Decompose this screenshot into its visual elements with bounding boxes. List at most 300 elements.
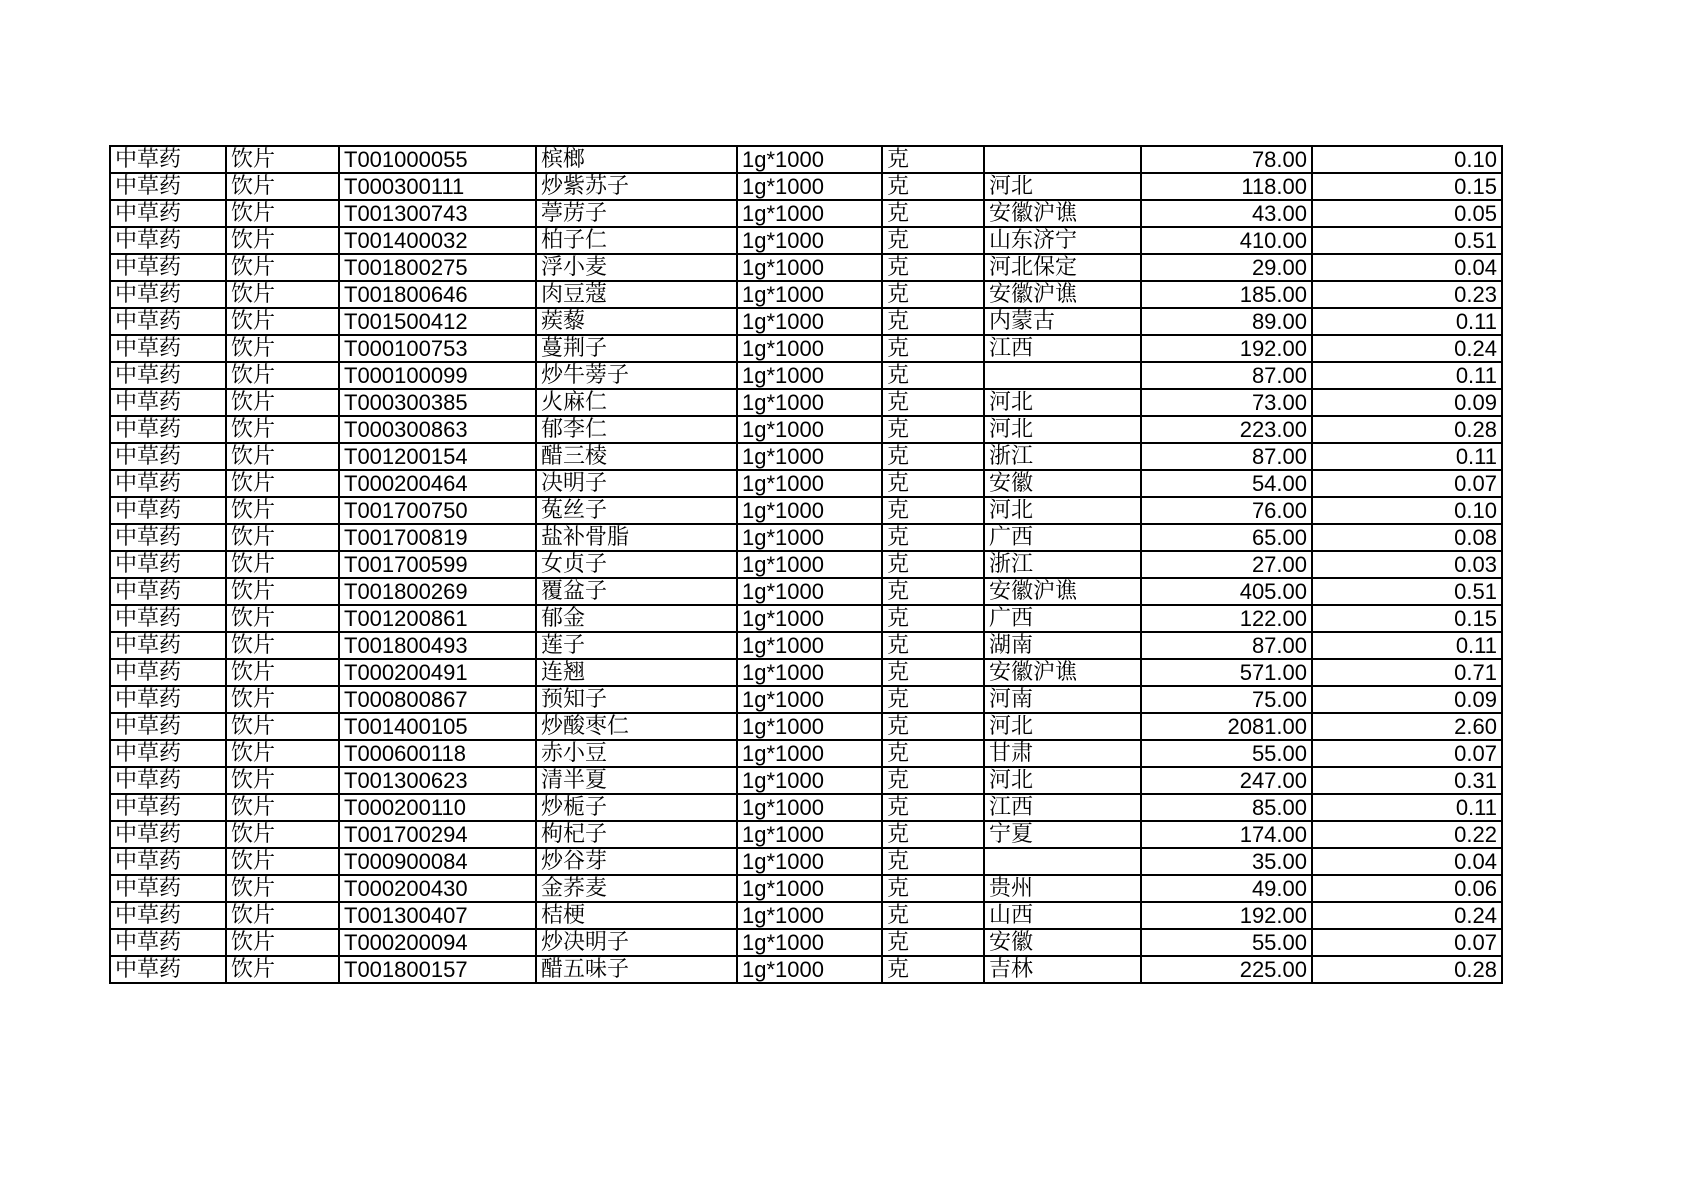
category-cell: 中草药 (110, 146, 226, 173)
name-cell: 蒺藜 (536, 308, 737, 335)
origin-cell: 安徽沪谯 (984, 200, 1141, 227)
code-cell: T001300743 (339, 200, 536, 227)
name-cell: 金荞麦 (536, 875, 737, 902)
code-cell: T001700819 (339, 524, 536, 551)
table-row (110, 767, 1502, 794)
type-cell: 饮片 (226, 632, 339, 659)
spec-cell: 1g*1000 (737, 146, 882, 173)
origin-cell: 河北 (984, 767, 1141, 794)
origin-cell: 安徽沪谯 (984, 659, 1141, 686)
category-cell: 中草药 (110, 578, 226, 605)
code-cell: T001200861 (339, 605, 536, 632)
name-cell: 炒酸枣仁 (536, 713, 737, 740)
origin-cell (984, 146, 1141, 173)
name-cell: 浮小麦 (536, 254, 737, 281)
code-cell: T000300863 (339, 416, 536, 443)
table-row (110, 524, 1502, 551)
type-cell: 饮片 (226, 335, 339, 362)
unit-cell: 克 (882, 200, 984, 227)
name-cell: 枸杞子 (536, 821, 737, 848)
table-row (110, 929, 1502, 956)
code-cell: T000100753 (339, 335, 536, 362)
name-cell: 赤小豆 (536, 740, 737, 767)
origin-cell: 浙江 (984, 551, 1141, 578)
price-cell: 73.00 (1141, 389, 1312, 416)
name-cell: 清半夏 (536, 767, 737, 794)
name-cell: 郁金 (536, 605, 737, 632)
category-cell: 中草药 (110, 956, 226, 983)
unit-cell: 克 (882, 605, 984, 632)
name-cell: 醋五味子 (536, 956, 737, 983)
type-cell: 饮片 (226, 821, 339, 848)
unit-cell: 克 (882, 848, 984, 875)
category-cell: 中草药 (110, 335, 226, 362)
price-cell: 192.00 (1141, 335, 1312, 362)
price-cell: 87.00 (1141, 632, 1312, 659)
name-cell: 盐补骨脂 (536, 524, 737, 551)
unit-cell: 克 (882, 659, 984, 686)
unit-price-cell: 0.08 (1312, 524, 1502, 551)
unit-price-cell: 0.11 (1312, 362, 1502, 389)
origin-cell: 安徽 (984, 470, 1141, 497)
table-row (110, 686, 1502, 713)
table-row (110, 335, 1502, 362)
table-body (110, 146, 1502, 983)
spec-cell: 1g*1000 (737, 767, 882, 794)
price-cell: 410.00 (1141, 227, 1312, 254)
table-row (110, 551, 1502, 578)
unit-price-cell: 0.07 (1312, 929, 1502, 956)
unit-price-cell: 0.24 (1312, 335, 1502, 362)
unit-price-cell: 0.28 (1312, 416, 1502, 443)
spec-cell: 1g*1000 (737, 497, 882, 524)
price-cell: 247.00 (1141, 767, 1312, 794)
unit-cell: 克 (882, 578, 984, 605)
spec-cell: 1g*1000 (737, 173, 882, 200)
type-cell: 饮片 (226, 767, 339, 794)
unit-price-cell: 0.07 (1312, 740, 1502, 767)
unit-cell: 克 (882, 281, 984, 308)
unit-cell: 克 (882, 794, 984, 821)
unit-price-cell: 0.10 (1312, 146, 1502, 173)
name-cell: 菟丝子 (536, 497, 737, 524)
origin-cell: 河北 (984, 389, 1141, 416)
code-cell: T001700294 (339, 821, 536, 848)
unit-price-cell: 0.11 (1312, 308, 1502, 335)
unit-price-cell: 0.04 (1312, 848, 1502, 875)
price-cell: 223.00 (1141, 416, 1312, 443)
origin-cell: 安徽沪谯 (984, 578, 1141, 605)
code-cell: T000200430 (339, 875, 536, 902)
type-cell: 饮片 (226, 389, 339, 416)
price-cell: 571.00 (1141, 659, 1312, 686)
code-cell: T001400032 (339, 227, 536, 254)
spec-cell: 1g*1000 (737, 902, 882, 929)
price-cell: 87.00 (1141, 443, 1312, 470)
category-cell: 中草药 (110, 632, 226, 659)
price-cell: 55.00 (1141, 929, 1312, 956)
price-cell: 55.00 (1141, 740, 1312, 767)
spec-cell: 1g*1000 (737, 416, 882, 443)
name-cell: 炒决明子 (536, 929, 737, 956)
spec-cell: 1g*1000 (737, 632, 882, 659)
price-cell: 65.00 (1141, 524, 1312, 551)
origin-cell: 甘肃 (984, 740, 1141, 767)
price-cell: 76.00 (1141, 497, 1312, 524)
name-cell: 桔梗 (536, 902, 737, 929)
price-cell: 35.00 (1141, 848, 1312, 875)
spec-cell: 1g*1000 (737, 605, 882, 632)
code-cell: T001800275 (339, 254, 536, 281)
type-cell: 饮片 (226, 200, 339, 227)
price-cell: 405.00 (1141, 578, 1312, 605)
table-row (110, 632, 1502, 659)
type-cell: 饮片 (226, 227, 339, 254)
category-cell: 中草药 (110, 389, 226, 416)
unit-cell: 克 (882, 767, 984, 794)
unit-cell: 克 (882, 713, 984, 740)
code-cell: T001000055 (339, 146, 536, 173)
spec-cell: 1g*1000 (737, 470, 882, 497)
table-row (110, 794, 1502, 821)
spec-cell: 1g*1000 (737, 524, 882, 551)
type-cell: 饮片 (226, 848, 339, 875)
name-cell: 女贞子 (536, 551, 737, 578)
table-row (110, 902, 1502, 929)
origin-cell: 内蒙古 (984, 308, 1141, 335)
table-row (110, 281, 1502, 308)
code-cell: T001800157 (339, 956, 536, 983)
type-cell: 饮片 (226, 551, 339, 578)
table-row (110, 443, 1502, 470)
code-cell: T000300385 (339, 389, 536, 416)
code-cell: T000800867 (339, 686, 536, 713)
name-cell: 决明子 (536, 470, 737, 497)
table-row (110, 227, 1502, 254)
table-row (110, 308, 1502, 335)
price-cell: 185.00 (1141, 281, 1312, 308)
type-cell: 饮片 (226, 146, 339, 173)
type-cell: 饮片 (226, 281, 339, 308)
price-cell: 43.00 (1141, 200, 1312, 227)
price-cell: 87.00 (1141, 362, 1312, 389)
name-cell: 覆盆子 (536, 578, 737, 605)
table-row (110, 416, 1502, 443)
table-row (110, 740, 1502, 767)
spec-cell: 1g*1000 (737, 821, 882, 848)
code-cell: T000600118 (339, 740, 536, 767)
spec-cell: 1g*1000 (737, 956, 882, 983)
type-cell: 饮片 (226, 713, 339, 740)
origin-cell: 山东济宁 (984, 227, 1141, 254)
spec-cell: 1g*1000 (737, 794, 882, 821)
price-cell: 122.00 (1141, 605, 1312, 632)
unit-cell: 克 (882, 362, 984, 389)
spec-cell: 1g*1000 (737, 200, 882, 227)
type-cell: 饮片 (226, 254, 339, 281)
code-cell: T000300111 (339, 173, 536, 200)
unit-cell: 克 (882, 902, 984, 929)
unit-price-cell: 0.09 (1312, 686, 1502, 713)
unit-cell: 克 (882, 254, 984, 281)
unit-cell: 克 (882, 227, 984, 254)
category-cell: 中草药 (110, 794, 226, 821)
category-cell: 中草药 (110, 416, 226, 443)
name-cell: 莲子 (536, 632, 737, 659)
unit-cell: 克 (882, 146, 984, 173)
unit-cell: 克 (882, 470, 984, 497)
type-cell: 饮片 (226, 956, 339, 983)
table-row (110, 470, 1502, 497)
unit-cell: 克 (882, 389, 984, 416)
table-row (110, 497, 1502, 524)
unit-price-cell: 0.11 (1312, 443, 1502, 470)
unit-cell: 克 (882, 416, 984, 443)
type-cell: 饮片 (226, 362, 339, 389)
origin-cell: 贵州 (984, 875, 1141, 902)
unit-cell: 克 (882, 551, 984, 578)
code-cell: T001400105 (339, 713, 536, 740)
code-cell: T000200094 (339, 929, 536, 956)
name-cell: 肉豆蔻 (536, 281, 737, 308)
name-cell: 柏子仁 (536, 227, 737, 254)
origin-cell: 江西 (984, 794, 1141, 821)
type-cell: 饮片 (226, 578, 339, 605)
unit-price-cell: 0.51 (1312, 227, 1502, 254)
herb-price-table (109, 145, 1503, 984)
category-cell: 中草药 (110, 767, 226, 794)
name-cell: 连翘 (536, 659, 737, 686)
price-cell: 78.00 (1141, 146, 1312, 173)
unit-cell: 克 (882, 308, 984, 335)
spec-cell: 1g*1000 (737, 875, 882, 902)
unit-cell: 克 (882, 443, 984, 470)
code-cell: T001700599 (339, 551, 536, 578)
category-cell: 中草药 (110, 173, 226, 200)
unit-cell: 克 (882, 335, 984, 362)
table-row (110, 821, 1502, 848)
unit-price-cell: 0.04 (1312, 254, 1502, 281)
code-cell: T000200464 (339, 470, 536, 497)
origin-cell: 河北 (984, 713, 1141, 740)
price-cell: 29.00 (1141, 254, 1312, 281)
price-cell: 89.00 (1141, 308, 1312, 335)
category-cell: 中草药 (110, 308, 226, 335)
type-cell: 饮片 (226, 470, 339, 497)
table-row (110, 956, 1502, 983)
unit-cell: 克 (882, 632, 984, 659)
type-cell: 饮片 (226, 443, 339, 470)
spec-cell: 1g*1000 (737, 740, 882, 767)
code-cell: T000900084 (339, 848, 536, 875)
origin-cell: 宁夏 (984, 821, 1141, 848)
code-cell: T001800269 (339, 578, 536, 605)
unit-cell: 克 (882, 929, 984, 956)
category-cell: 中草药 (110, 551, 226, 578)
category-cell: 中草药 (110, 362, 226, 389)
unit-price-cell: 0.07 (1312, 470, 1502, 497)
name-cell: 炒栀子 (536, 794, 737, 821)
table-row (110, 659, 1502, 686)
code-cell: T000200110 (339, 794, 536, 821)
category-cell: 中草药 (110, 497, 226, 524)
code-cell: T001300623 (339, 767, 536, 794)
code-cell: T001800646 (339, 281, 536, 308)
spec-cell: 1g*1000 (737, 551, 882, 578)
table-row (110, 254, 1502, 281)
table-row (110, 875, 1502, 902)
name-cell: 醋三棱 (536, 443, 737, 470)
origin-cell (984, 848, 1141, 875)
category-cell: 中草药 (110, 686, 226, 713)
unit-price-cell: 0.09 (1312, 389, 1502, 416)
code-cell: T000100099 (339, 362, 536, 389)
spec-cell: 1g*1000 (737, 686, 882, 713)
origin-cell: 浙江 (984, 443, 1141, 470)
name-cell: 炒牛蒡子 (536, 362, 737, 389)
unit-cell: 克 (882, 821, 984, 848)
origin-cell: 安徽沪谯 (984, 281, 1141, 308)
table-row (110, 578, 1502, 605)
category-cell: 中草药 (110, 227, 226, 254)
code-cell: T001800493 (339, 632, 536, 659)
unit-cell: 克 (882, 740, 984, 767)
unit-price-cell: 0.28 (1312, 956, 1502, 983)
category-cell: 中草药 (110, 902, 226, 929)
type-cell: 饮片 (226, 794, 339, 821)
origin-cell: 河北 (984, 173, 1141, 200)
type-cell: 饮片 (226, 308, 339, 335)
name-cell: 蔓荆子 (536, 335, 737, 362)
category-cell: 中草药 (110, 740, 226, 767)
name-cell: 火麻仁 (536, 389, 737, 416)
price-cell: 27.00 (1141, 551, 1312, 578)
unit-cell: 克 (882, 524, 984, 551)
table-row (110, 389, 1502, 416)
price-cell: 75.00 (1141, 686, 1312, 713)
origin-cell: 安徽 (984, 929, 1141, 956)
unit-price-cell: 0.15 (1312, 173, 1502, 200)
category-cell: 中草药 (110, 713, 226, 740)
spec-cell: 1g*1000 (737, 713, 882, 740)
origin-cell: 湖南 (984, 632, 1141, 659)
unit-price-cell: 0.11 (1312, 794, 1502, 821)
category-cell: 中草药 (110, 605, 226, 632)
unit-cell: 克 (882, 875, 984, 902)
category-cell: 中草药 (110, 254, 226, 281)
unit-price-cell: 0.24 (1312, 902, 1502, 929)
price-cell: 225.00 (1141, 956, 1312, 983)
table-row (110, 713, 1502, 740)
unit-price-cell: 0.71 (1312, 659, 1502, 686)
origin-cell: 广西 (984, 524, 1141, 551)
unit-price-cell: 0.10 (1312, 497, 1502, 524)
origin-cell: 广西 (984, 605, 1141, 632)
origin-cell (984, 362, 1141, 389)
unit-price-cell: 0.03 (1312, 551, 1502, 578)
type-cell: 饮片 (226, 929, 339, 956)
spec-cell: 1g*1000 (737, 929, 882, 956)
category-cell: 中草药 (110, 443, 226, 470)
spec-cell: 1g*1000 (737, 308, 882, 335)
unit-price-cell: 0.51 (1312, 578, 1502, 605)
category-cell: 中草药 (110, 524, 226, 551)
name-cell: 炒谷芽 (536, 848, 737, 875)
category-cell: 中草药 (110, 470, 226, 497)
name-cell: 葶苈子 (536, 200, 737, 227)
unit-price-cell: 0.05 (1312, 200, 1502, 227)
unit-price-cell: 0.23 (1312, 281, 1502, 308)
table-row (110, 146, 1502, 173)
table-row (110, 605, 1502, 632)
origin-cell: 河北 (984, 416, 1141, 443)
unit-price-cell: 2.60 (1312, 713, 1502, 740)
origin-cell: 江西 (984, 335, 1141, 362)
origin-cell: 吉林 (984, 956, 1141, 983)
type-cell: 饮片 (226, 524, 339, 551)
category-cell: 中草药 (110, 929, 226, 956)
code-cell: T001500412 (339, 308, 536, 335)
price-cell: 118.00 (1141, 173, 1312, 200)
name-cell: 预知子 (536, 686, 737, 713)
type-cell: 饮片 (226, 659, 339, 686)
unit-price-cell: 0.31 (1312, 767, 1502, 794)
table-row (110, 200, 1502, 227)
unit-price-cell: 0.11 (1312, 632, 1502, 659)
table-row (110, 362, 1502, 389)
spec-cell: 1g*1000 (737, 659, 882, 686)
price-cell: 49.00 (1141, 875, 1312, 902)
table-row (110, 173, 1502, 200)
price-cell: 2081.00 (1141, 713, 1312, 740)
spec-cell: 1g*1000 (737, 848, 882, 875)
type-cell: 饮片 (226, 605, 339, 632)
code-cell: T001300407 (339, 902, 536, 929)
type-cell: 饮片 (226, 497, 339, 524)
code-cell: T001700750 (339, 497, 536, 524)
name-cell: 炒紫苏子 (536, 173, 737, 200)
name-cell: 槟榔 (536, 146, 737, 173)
price-cell: 192.00 (1141, 902, 1312, 929)
unit-cell: 克 (882, 173, 984, 200)
price-cell: 174.00 (1141, 821, 1312, 848)
origin-cell: 河北 (984, 497, 1141, 524)
price-cell: 54.00 (1141, 470, 1312, 497)
unit-price-cell: 0.22 (1312, 821, 1502, 848)
category-cell: 中草药 (110, 821, 226, 848)
category-cell: 中草药 (110, 281, 226, 308)
name-cell: 郁李仁 (536, 416, 737, 443)
unit-price-cell: 0.06 (1312, 875, 1502, 902)
spec-cell: 1g*1000 (737, 227, 882, 254)
type-cell: 饮片 (226, 686, 339, 713)
unit-cell: 克 (882, 686, 984, 713)
type-cell: 饮片 (226, 740, 339, 767)
spec-cell: 1g*1000 (737, 281, 882, 308)
type-cell: 饮片 (226, 875, 339, 902)
spec-cell: 1g*1000 (737, 362, 882, 389)
origin-cell: 河南 (984, 686, 1141, 713)
unit-price-cell: 0.15 (1312, 605, 1502, 632)
category-cell: 中草药 (110, 659, 226, 686)
origin-cell: 山西 (984, 902, 1141, 929)
type-cell: 饮片 (226, 173, 339, 200)
type-cell: 饮片 (226, 902, 339, 929)
category-cell: 中草药 (110, 848, 226, 875)
category-cell: 中草药 (110, 200, 226, 227)
code-cell: T000200491 (339, 659, 536, 686)
category-cell: 中草药 (110, 875, 226, 902)
